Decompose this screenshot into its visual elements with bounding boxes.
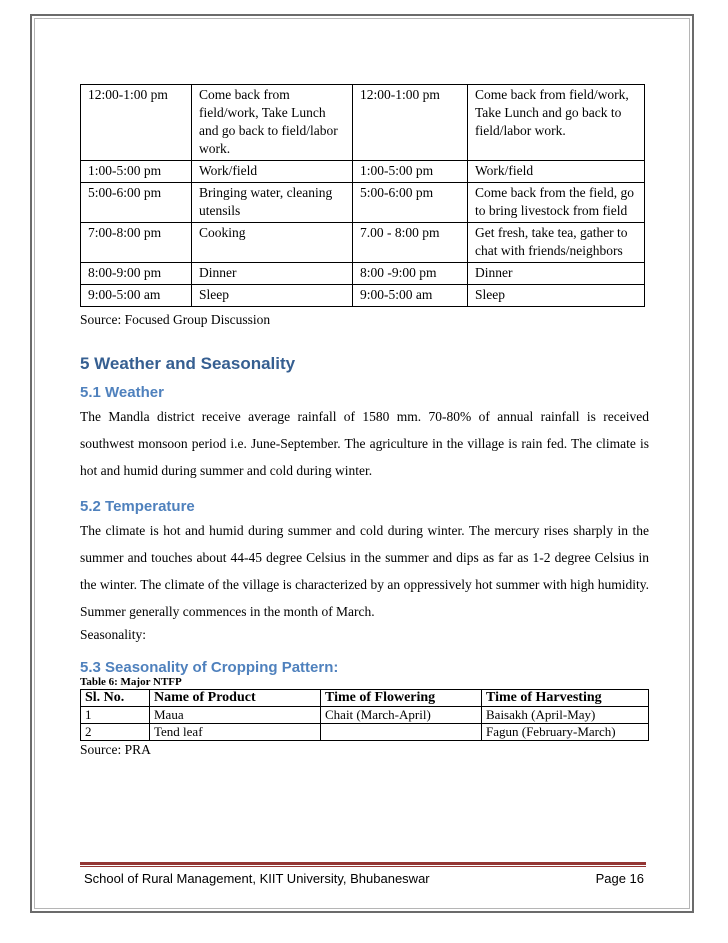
schedule-cell: Come back from the field, go to bring livestock from field bbox=[468, 183, 645, 223]
footer-rule bbox=[80, 862, 646, 865]
schedule-cell: 5:00-6:00 pm bbox=[81, 183, 192, 223]
daily-schedule-table bbox=[80, 84, 645, 307]
schedule-cell: 7:00-8:00 pm bbox=[81, 223, 192, 263]
schedule-cell: Sleep bbox=[468, 285, 645, 307]
cropping-heading: 5.3 Seasonality of Cropping Pattern: bbox=[80, 659, 339, 676]
schedule-cell: 1:00-5:00 pm bbox=[81, 161, 192, 183]
table-row bbox=[81, 85, 645, 161]
page-footer bbox=[84, 871, 644, 886]
schedule-cell: Dinner bbox=[468, 263, 645, 285]
ntfp-table bbox=[80, 689, 649, 741]
ntfp-caption: Table 6: Major NTFP bbox=[80, 676, 182, 688]
schedule-cell: 5:00-6:00 pm bbox=[353, 183, 468, 223]
schedule-cell: 12:00-1:00 pm bbox=[81, 85, 192, 161]
schedule-source: Source: Focused Group Discussion bbox=[80, 312, 271, 327]
schedule-cell: 8:00-9:00 pm bbox=[81, 263, 192, 285]
ntfp-header-cell: Time of Flowering bbox=[321, 690, 482, 707]
ntfp-source: Source: PRA bbox=[80, 742, 151, 757]
schedule-cell: Work/field bbox=[468, 161, 645, 183]
schedule-cell: Bringing water, cleaning utensils bbox=[192, 183, 353, 223]
schedule-cell: Get fresh, take tea, gather to chat with friends/neighbors bbox=[468, 223, 645, 263]
ntfp-cell: 1 bbox=[81, 707, 150, 724]
schedule-cell: 7.00 - 8:00 pm bbox=[353, 223, 468, 263]
schedule-cell: Come back from field/work, Take Lunch and go back to field/labor work. bbox=[192, 85, 353, 161]
seasonality-label: Seasonality: bbox=[80, 627, 146, 642]
schedule-cell: Come back from field/work, Take Lunch and go back to field/labor work. bbox=[468, 85, 645, 161]
ntfp-cell: Tend leaf bbox=[150, 724, 321, 741]
schedule-cell: 9:00-5:00 am bbox=[353, 285, 468, 307]
footer-institution: School of Rural Management, KIIT University, Bhubaneswar bbox=[84, 871, 430, 886]
ntfp-cell: 2 bbox=[81, 724, 150, 741]
temperature-heading: 5.2 Temperature bbox=[80, 498, 195, 515]
table-row bbox=[81, 285, 645, 307]
table-row bbox=[81, 183, 645, 223]
table-row bbox=[81, 223, 645, 263]
schedule-cell: Work/field bbox=[192, 161, 353, 183]
ntfp-cell: Maua bbox=[150, 707, 321, 724]
ntfp-header-cell: Time of Harvesting bbox=[482, 690, 649, 707]
schedule-cell: 8:00 -9:00 pm bbox=[353, 263, 468, 285]
page-content bbox=[80, 84, 649, 758]
ntfp-cell: Fagun (February-March) bbox=[482, 724, 649, 741]
schedule-cell: 9:00-5:00 am bbox=[81, 285, 192, 307]
temperature-paragraph: The climate is hot and humid during summer and cold during winter. The mercury rises sharply in the summer and touches about 44-45 degree Celsius in the summer and dips as far as 1-2 degree Celsius in the winter. The climate of the village is characterized by an oppressively hot summer with high humidity. Summer generally commences in the month of March. bbox=[80, 523, 649, 619]
schedule-cell: Sleep bbox=[192, 285, 353, 307]
ntfp-cell bbox=[321, 724, 482, 741]
schedule-cell: Dinner bbox=[192, 263, 353, 285]
ntfp-cell: Baisakh (April-May) bbox=[482, 707, 649, 724]
table-row bbox=[81, 724, 649, 741]
section-title: 5 Weather and Seasonality bbox=[80, 354, 296, 373]
table-row bbox=[81, 263, 645, 285]
ntfp-header-cell: Name of Product bbox=[150, 690, 321, 707]
weather-heading: 5.1 Weather bbox=[80, 384, 164, 401]
ntfp-cell: Chait (March-April) bbox=[321, 707, 482, 724]
ntfp-header-row bbox=[81, 690, 649, 707]
schedule-cell: 1:00-5:00 pm bbox=[353, 161, 468, 183]
page-number: Page 16 bbox=[595, 871, 644, 886]
ntfp-header-cell: Sl. No. bbox=[81, 690, 150, 707]
footer-rule-thin bbox=[80, 866, 646, 867]
schedule-cell: 12:00-1:00 pm bbox=[353, 85, 468, 161]
table-row bbox=[81, 707, 649, 724]
weather-paragraph: The Mandla district receive average rainfall of 1580 mm. 70-80% of annual rainfall is received southwest monsoon period i.e. June-September. The agriculture in the village is rain fed. The climate is hot and humid during summer and cold during winter. bbox=[80, 409, 649, 478]
schedule-cell: Cooking bbox=[192, 223, 353, 263]
table-row bbox=[81, 161, 645, 183]
